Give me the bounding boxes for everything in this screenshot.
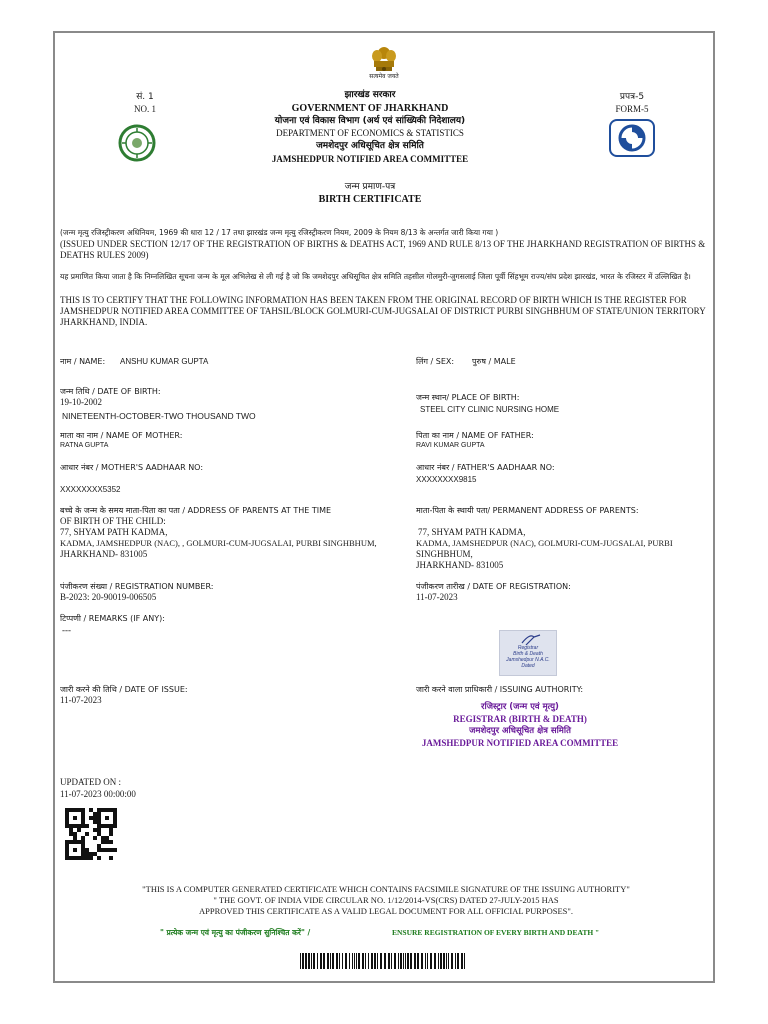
committee-title-hindi: जमशेदपुर अधिसूचित क्षेत्र समिति [316,141,424,151]
name-label: नाम / NAME: [60,357,106,366]
stamp-line-4: Dated [521,663,535,669]
mother-aadhaar-value: XXXXXXXX5352 [60,485,121,494]
crs-logo-icon [608,118,656,158]
birth-address-label-cont: OF BIRTH OF THE CHILD: [60,516,166,526]
sex-label: लिंग / SEX: [416,357,455,366]
dob-value: 19-10-2002 [60,397,102,407]
stamp-line-2: Birth & Death [513,651,543,657]
footer-line-2: " THE GOVT. OF INDIA VIDE CIRCULAR NO. 1/12/2014-VS(CRS) DATED 27-JULY-2015 HAS [213,895,559,905]
certificate-title-hindi: जन्म प्रमाण-पत्र [344,182,396,192]
qr-code-icon [65,808,117,860]
sex-value: पुरुष / MALE [472,357,516,366]
registration-date-label: पंजीकरण तारीख / DATE OF REGISTRATION: [416,582,571,591]
pob-value: STEEL CITY CLINIC NURSING HOME [420,405,560,414]
updated-on-label: UPDATED ON : [60,777,122,787]
preamble-english-1: (ISSUED UNDER SECTION 12/17 OF THE REGISTRATION OF BIRTHS & DEATHS ACT, 1969 AND RULE 8/13 OF THE JHARKHAND REGISTRATION OF BIRTHS & DEATHS RULES 2009) [60,239,706,260]
cert-number-english: NO. 1 [134,104,156,114]
stamp-line-3: Jamshedpur N.A.C. [506,657,550,663]
remarks-value: --- [62,625,71,635]
barcode-icon [300,953,470,969]
slogan-hindi: " प्रत्येक जन्म एवं मृत्यु का पंजीकरण सुनिश्चित करें" / [160,928,311,937]
pob-label: जन्म स्थान/ PLACE OF BIRTH: [416,393,520,402]
preamble-english-2: THIS IS TO CERTIFY THAT THE FOLLOWING INFORMATION HAS BEEN TAKEN FROM THE ORIGINAL RECORD OF BIRTH WHICH IS THE REGISTER FOR JAMSHEDPUR NOTIFIED AREA COMMITTEE OF TAHSIL/BLOCK GOLMURI-CUM-JUGSALAI OF DISTRICT PURBI SINGHBHUM OF STATE/UNION TERRITORY JHARKHAND, INDIA. [60,295,706,327]
issuing-authority-label: जारी करने वाला प्राधिकारी / ISSUING AUTHORITY: [416,685,584,694]
jharkhand-seal-icon [116,124,158,162]
issue-date-value: 11-07-2023 [60,695,102,705]
mother-name-label: माता का नाम / NAME OF MOTHER: [60,431,183,440]
permanent-address-label: माता-पिता के स्थायी पता/ PERMANENT ADDRESS OF PARENTS: [416,506,639,515]
registration-number-label: पंजीकरण संख्या / REGISTRATION NUMBER: [60,582,214,591]
footer-line-1: "THIS IS A COMPUTER GENERATED CERTIFICATE WHICH CONTAINS FACSIMILE SIGNATURE OF THE ISSUING AUTHORITY" [142,884,630,894]
stamp-line-1: Registrar [517,645,539,651]
form-number-english: FORM-5 [615,104,649,114]
permanent-address-line1: 77, SHYAM PATH KADMA, [418,527,526,537]
authority-hindi-2: जमशेदपुर अधिसूचित क्षेत्र समिति [469,726,571,736]
mother-name-value: RATNA GUPTA [60,442,109,449]
registration-number-value: B-2023: 20-90019-006505 [60,592,157,602]
certificate-title: BIRTH CERTIFICATE [318,194,422,205]
permanent-address-line3: SINGHBHUM, [416,549,473,559]
father-name-value: RAVI KUMAR GUPTA [416,442,485,449]
permanent-address-line4: JHARKHAND- 831005 [416,560,504,570]
dept-title-english: DEPARTMENT OF ECONOMICS & STATISTICS [276,128,464,138]
father-name-label: पिता का नाम / NAME OF FATHER: [416,431,534,440]
father-aadhaar-label: आधार नंबर / FATHER'S AADHAAR NO: [416,463,555,472]
birth-address-label: बच्चे के जन्म के समय माता-पिता का पता / ADDRESS OF PARENTS AT THE TIME [60,506,332,515]
committee-title-english: JAMSHEDPUR NOTIFIED AREA COMMITTEE [271,154,469,164]
updated-on-value: 11-07-2023 00:00:00 [60,789,136,799]
permanent-address-line2: KADMA, JAMSHEDPUR (NAC), GOLMURI-CUM-JUGSALAI, PURBI [416,538,673,548]
issue-date-label: जारी करने की तिथि / DATE OF ISSUE: [60,685,188,694]
authority-english-2: JAMSHEDPUR NOTIFIED AREA COMMITTEE [421,738,619,748]
form-number-hindi: प्रपत्र-5 [619,92,645,102]
slogan-english: ENSURE REGISTRATION OF EVERY BIRTH AND DEATH " [392,928,600,937]
govt-title-english: GOVERNMENT OF JHARKHAND [291,103,449,114]
remarks-label: टिप्पणी / REMARKS (IF ANY): [60,614,165,623]
mother-aadhaar-label: आधार नंबर / MOTHER'S AADHAAR NO: [60,463,204,472]
birth-address-line2: KADMA, JAMSHEDPUR (NAC), , GOLMURI-CUM-JUGSALAI, PURBI SINGHBHUM, [60,538,377,548]
govt-title-hindi: झारखंड सरकार [344,90,396,100]
footer-line-3: APPROVED THIS CERTIFICATE AS A VALID LEGAL DOCUMENT FOR ALL OFFICIAL PURPOSES". [198,906,574,916]
emblem-motto: सत्यमेव जयते [369,73,399,80]
father-aadhaar-value: XXXXXXXX9815 [416,475,477,484]
dob-in-words: NINETEENTH-OCTOBER-TWO THOUSAND TWO [62,411,256,421]
authority-hindi-1: रजिस्ट्रार (जन्म एवं मृत्यु) [481,702,559,712]
registration-date-value: 11-07-2023 [416,592,458,602]
dept-title-hindi: योजना एवं विकास विभाग (अर्थ एवं सांख्यिकी निदेशालय) [274,116,466,126]
cert-number-hindi: सं. 1 [136,92,154,102]
birth-address-line1: 77, SHYAM PATH KADMA, [60,527,168,537]
birth-address-line3: JHARKHAND- 831005 [60,549,148,559]
preamble-hindi-1: (जन्म मृत्यु रजिस्ट्रीकरण अधिनियम, 1969 की धारा 12 / 17 तथा झारखंड जन्म मृत्यु रजिस्ट्रीकरण नियम, 2009 के नियम 8/13 के अन्तर्गत जारी किया गया ) [60,228,499,237]
preamble-hindi-2: यह प्रमाणित किया जाता है कि निम्नलिखित सूचना जन्म के मूल अभिलेख से ली गई है जो कि जमशेदपुर अधिसूचित क्षेत्र समिति तहसील गोलमुरी-जुगसलाई जिला पूर्वी सिंहभूम राज्य/संघ प्रदेश झारखंड, भारत के रजिस्टर में उल्लिखित है। [60,272,691,281]
name-value: ANSHU KUMAR GUPTA [120,357,209,366]
registrar-stamp-icon [499,630,557,676]
dob-label: जन्म तिथि / DATE OF BIRTH: [60,387,161,396]
authority-english-1: REGISTRAR (BIRTH & DEATH) [453,714,587,724]
